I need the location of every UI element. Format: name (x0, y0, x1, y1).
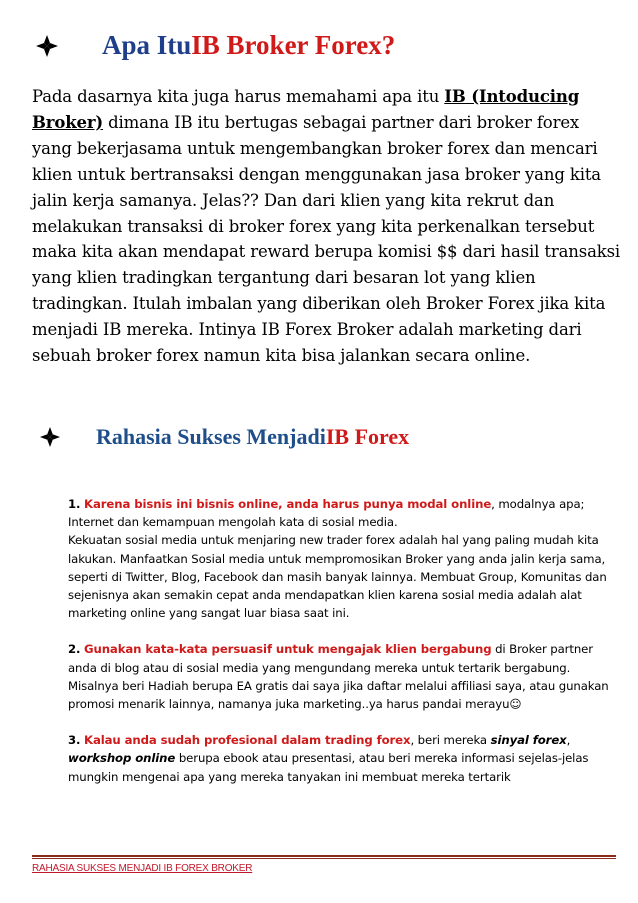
item-extra: Kekuatan sosial media untuk menjaring new trader forex adalah hal yang paling mudah kita lakukan. Manfaatkan Sosial media untuk mempromosikan Broker yang anda jalin kerja sama, seperti di Twitter, Blog, Facebook dan masih banyak lainnya. Membuat Group, Komunitas dan sejenisnya akan semakin cepat anda mendapatkan klien karena sosial media adalah alat marketing online yang sangat luar biasa saat ini. (68, 533, 607, 621)
item-rest: berupa ebook atau presentasi, atau beri mereka informasi sejelas-jelas mungkin mengenai apa yang mereka tanyakan ini membuat mereka tertarik (68, 751, 589, 784)
section-heading-apa-itu (36, 30, 395, 61)
item-lead: Gunakan kata-kata persuasif untuk mengajak klien bergabung (84, 642, 492, 657)
intro-text-after: dimana IB itu bertugas sebagai partner dari broker forex yang bekerjasama untuk mengembangkan broker forex dan mencari klien untuk bertransaksi dengan menggunakan jasa broker yang kita jalin kerja samanya. Jelas?? Dan dari klien yang kita rekrut dan melakukan transaksi di broker forex yang kita perkenalkan tersebut maka kita akan mendapat reward berupa komisi $$ dari hasil transaksi yang klien tradingkan tergantung dari besaran lot yang klien tradingkan. Itulah imbalan yang diberikan oleh Broker Forex jika kita menjadi IB mereka. Intinya IB Forex Broker adalah marketing dari sebuah broker forex namun kita bisa jalankan secara online. (32, 112, 621, 366)
item-rest: , (566, 733, 571, 748)
heading-text-prefix: Apa Itu (102, 30, 192, 60)
item-number: 2. (68, 642, 81, 657)
item-number: 3. (68, 733, 81, 748)
tips-list (68, 495, 624, 804)
list-item (68, 495, 624, 622)
item-rest: di Broker partner anda di blog atau di sosial media yang mengundang mereka untuk tertarik bergabung. Misalnya beri Hadiah berupa EA gratis dai saya jika daftar melalui affiliasi saya, atau gunakan promosi menarik lainnya, namanya juka marketing..ya harus pandai merayu☺ (68, 642, 609, 712)
item-lead: Karena bisnis ini bisnis online, anda harus punya modal online (84, 497, 492, 511)
intro-paragraph (32, 84, 622, 369)
intro-text-before: Pada dasarnya kita juga harus memahami apa itu (32, 87, 445, 106)
diamond-bullet-icon (40, 427, 60, 447)
heading-text-highlight: IB Forex (325, 424, 410, 449)
section-heading-rahasia (36, 424, 409, 450)
list-item (68, 640, 624, 713)
item-number: 1. (68, 497, 81, 511)
footer-divider (32, 855, 616, 857)
list-item (68, 731, 624, 786)
heading-text-prefix: Rahasia Sukses Menjadi (96, 424, 326, 449)
item-emphasis: sinyal forex (490, 733, 567, 748)
item-rest: , modalnya apa; Internet dan kemampuan mengolah kata di sosial media. (68, 497, 585, 530)
footer-divider (32, 858, 616, 859)
item-emphasis: workshop online (68, 751, 176, 766)
diamond-bullet-icon (36, 35, 58, 57)
heading-text-highlight: IB Broker Forex? (191, 30, 396, 60)
item-lead: Kalau anda sudah profesional dalam trading forex (84, 733, 411, 748)
item-rest: , beri mereka (410, 733, 491, 748)
footer-title: RAHASIA SUKSES MENJADI IB FOREX BROKER (32, 863, 253, 874)
intro-ib-term: IB (Intoducing Broker) (32, 87, 580, 132)
